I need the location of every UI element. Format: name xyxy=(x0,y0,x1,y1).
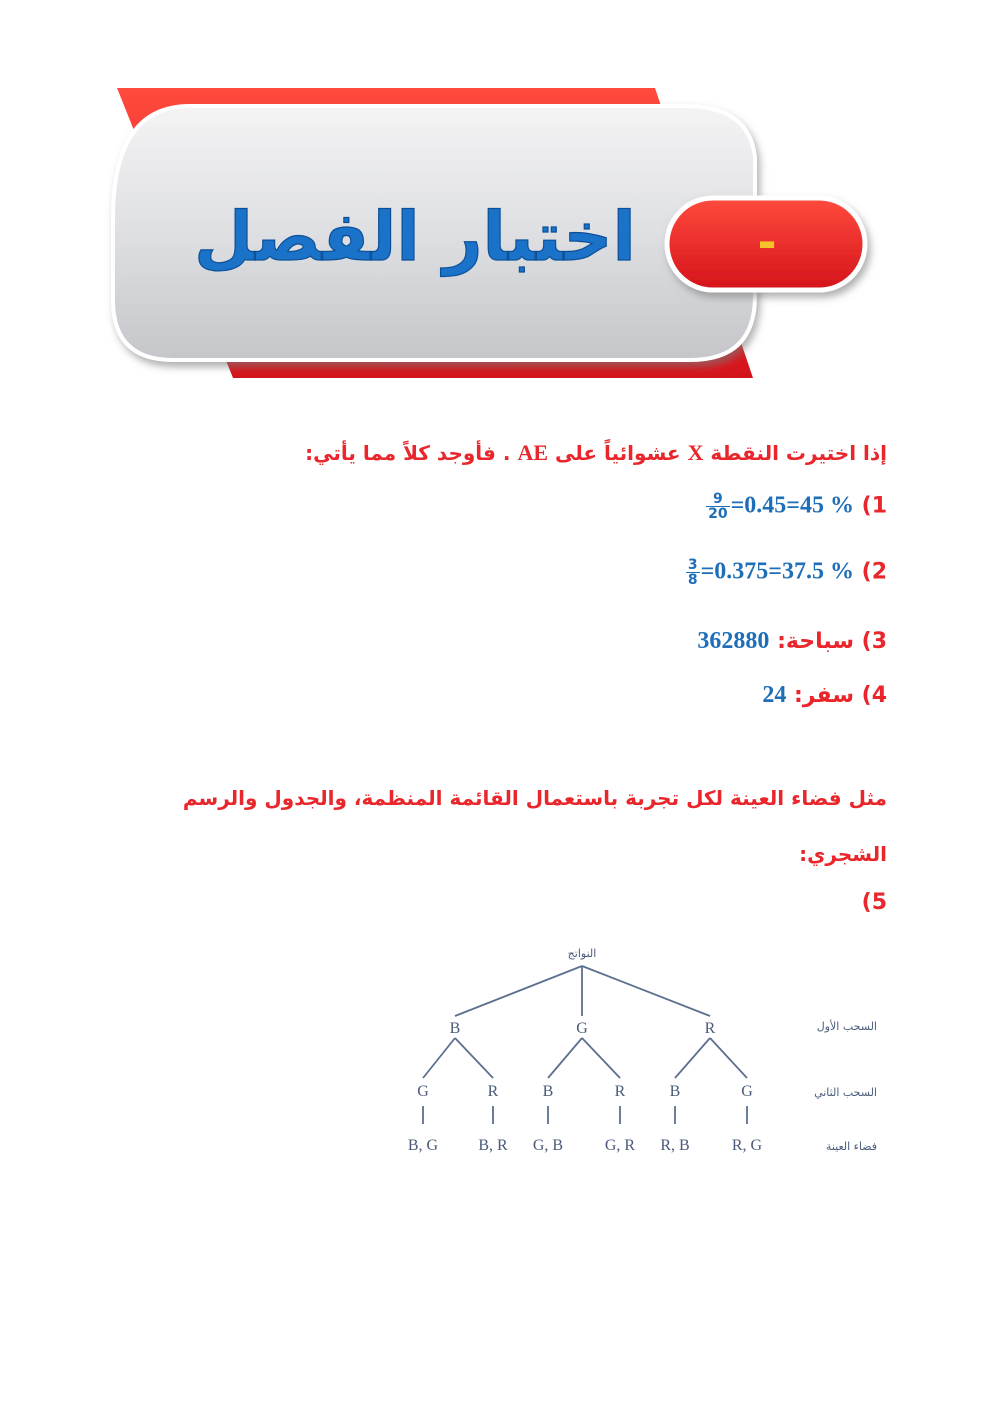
tree-outcome-4: G, R xyxy=(604,1137,636,1154)
tree-second-3: B xyxy=(542,1083,554,1100)
question-2-line-2: الشجري: xyxy=(799,842,887,866)
fraction: $\frac{3}{8}$ xyxy=(687,557,698,588)
banner-badge: - xyxy=(757,215,777,269)
tree-first-r: R xyxy=(704,1020,716,1037)
answer-2: 2) $\frac{3}{8}$ =0.375=37.5 % xyxy=(687,557,887,588)
question-2-item: 5) xyxy=(861,890,887,915)
chapter-test-banner xyxy=(95,78,895,388)
tree-root: النواتج xyxy=(567,947,597,960)
question-2-line-1: مثل فضاء العينة لكل تجربة باستعمال القائمة المنظمة، والجدول والرسم xyxy=(182,786,887,810)
tree-outcome-6: R, G xyxy=(731,1137,763,1154)
answer-1: 1) $\frac{9}{20}$ =0.45=45 % xyxy=(708,491,887,522)
tree-second-2: R xyxy=(487,1083,499,1100)
tree-level-label-1: السحب الأول xyxy=(816,1020,877,1033)
tree-second-4: R xyxy=(614,1083,626,1100)
tree-outcome-5: R, B xyxy=(660,1137,690,1154)
tree-second-6: G xyxy=(741,1083,753,1100)
answer-3: 3) سباحة: 362880 xyxy=(697,628,887,654)
question-intro: إذا اختيرت النقطة X عشوائياً على AE . فأوجد كلاً مما يأتي: xyxy=(305,440,887,465)
tree-outcome-2: B, R xyxy=(478,1137,508,1154)
tree-diagram xyxy=(395,938,885,1163)
answer-4: 4) سفر: 24 xyxy=(762,682,887,708)
tree-outcome-3: G, B xyxy=(532,1137,564,1154)
fraction: $\frac{9}{20}$ xyxy=(708,491,728,522)
tree-second-1: G xyxy=(417,1083,429,1100)
tree-level-label-2: السحب الثاني xyxy=(814,1086,877,1099)
tree-second-5: B xyxy=(669,1083,681,1100)
tree-outcome-1: B, G xyxy=(407,1137,439,1154)
page-title: اختبار الفصل xyxy=(194,198,636,277)
tree-level-label-3: فضاء العينة xyxy=(825,1140,877,1153)
tree-first-g: G xyxy=(576,1020,588,1037)
tree-first-b: B xyxy=(449,1020,461,1037)
